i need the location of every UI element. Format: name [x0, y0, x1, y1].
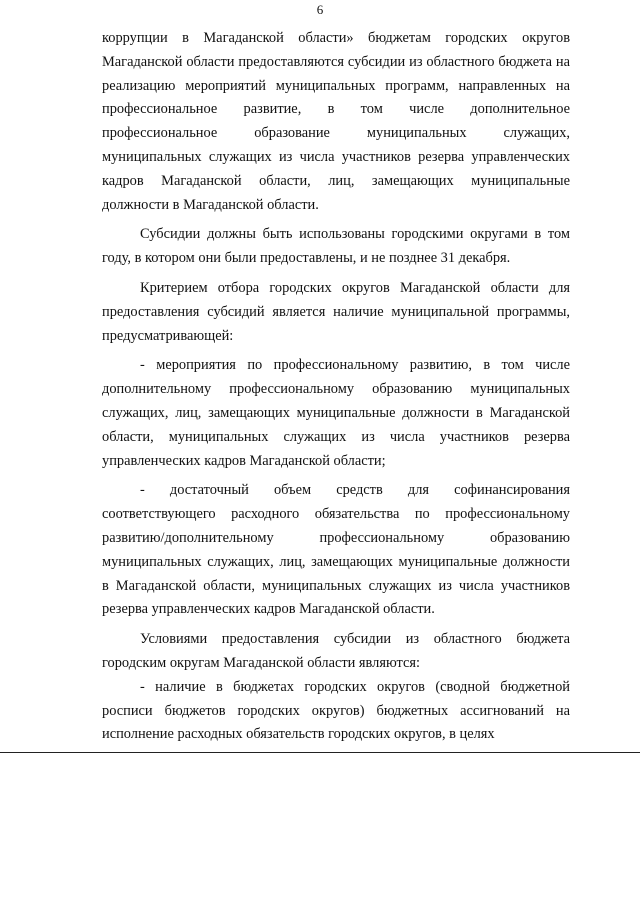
paragraph-selection-criterion: Критерием отбора городских округов Магаданской области для предоставления субсидий является наличие муниципальной программы, предусматривающей:: [102, 279, 570, 344]
list-item-professional-development-measures: - мероприятия по профессиональному развитию, в том числе дополнительному профессиональному образованию муниципальных служащих, лиц, замещающих муниципальные должности в Магаданской области, муниципальных служащих из числа участников резерва управленческих кадров Магаданской области;: [102, 357, 570, 469]
list-item-budget-allocations: - наличие в бюджетах городских округов (сводной бюджетной росписи бюджетов городских округов) бюджетных ассигнований на исполнение расходных обязательств городских округов, в целях: [102, 678, 570, 743]
paragraph-subsidy-usage-deadline: Субсидии должны быть использованы городскими округами в том году, в котором они были предоставлены, и не позднее 31 декабря.: [102, 226, 570, 267]
paragraph-subsidy-purpose: коррупции в Магаданской области» бюджетам городских округов Магаданской области предоставляются субсидии из областного бюджета на реализацию мероприятий муниципальных программ, направленных на профессиональное развитие, в том числе дополнительное профессиональное образование муниципальных служащих, муниципальных служащих из числа участников резерва управленческих кадров Магаданской области, лиц, замещающих муниципальные должности в Магаданской области.: [102, 30, 570, 213]
page-number: 6: [316, 2, 324, 17]
list-item-cofinancing-volume: - достаточный объем средств для софинансирования соответствующего расходного обязательства по профессиональному развитию/дополнительному профессиональному образованию муниципальных служащих, лиц, замещающих муниципальные должности в Магаданской области, муниципальных служащих из числа участников резерва управленческих кадров Магаданской области.: [102, 482, 570, 618]
page-bottom-rule: [0, 752, 640, 753]
paragraph-subsidy-conditions: Условиями предоставления субсидии из областного бюджета городским округам Магаданской области являются:: [102, 631, 570, 671]
document-body: [102, 27, 570, 747]
